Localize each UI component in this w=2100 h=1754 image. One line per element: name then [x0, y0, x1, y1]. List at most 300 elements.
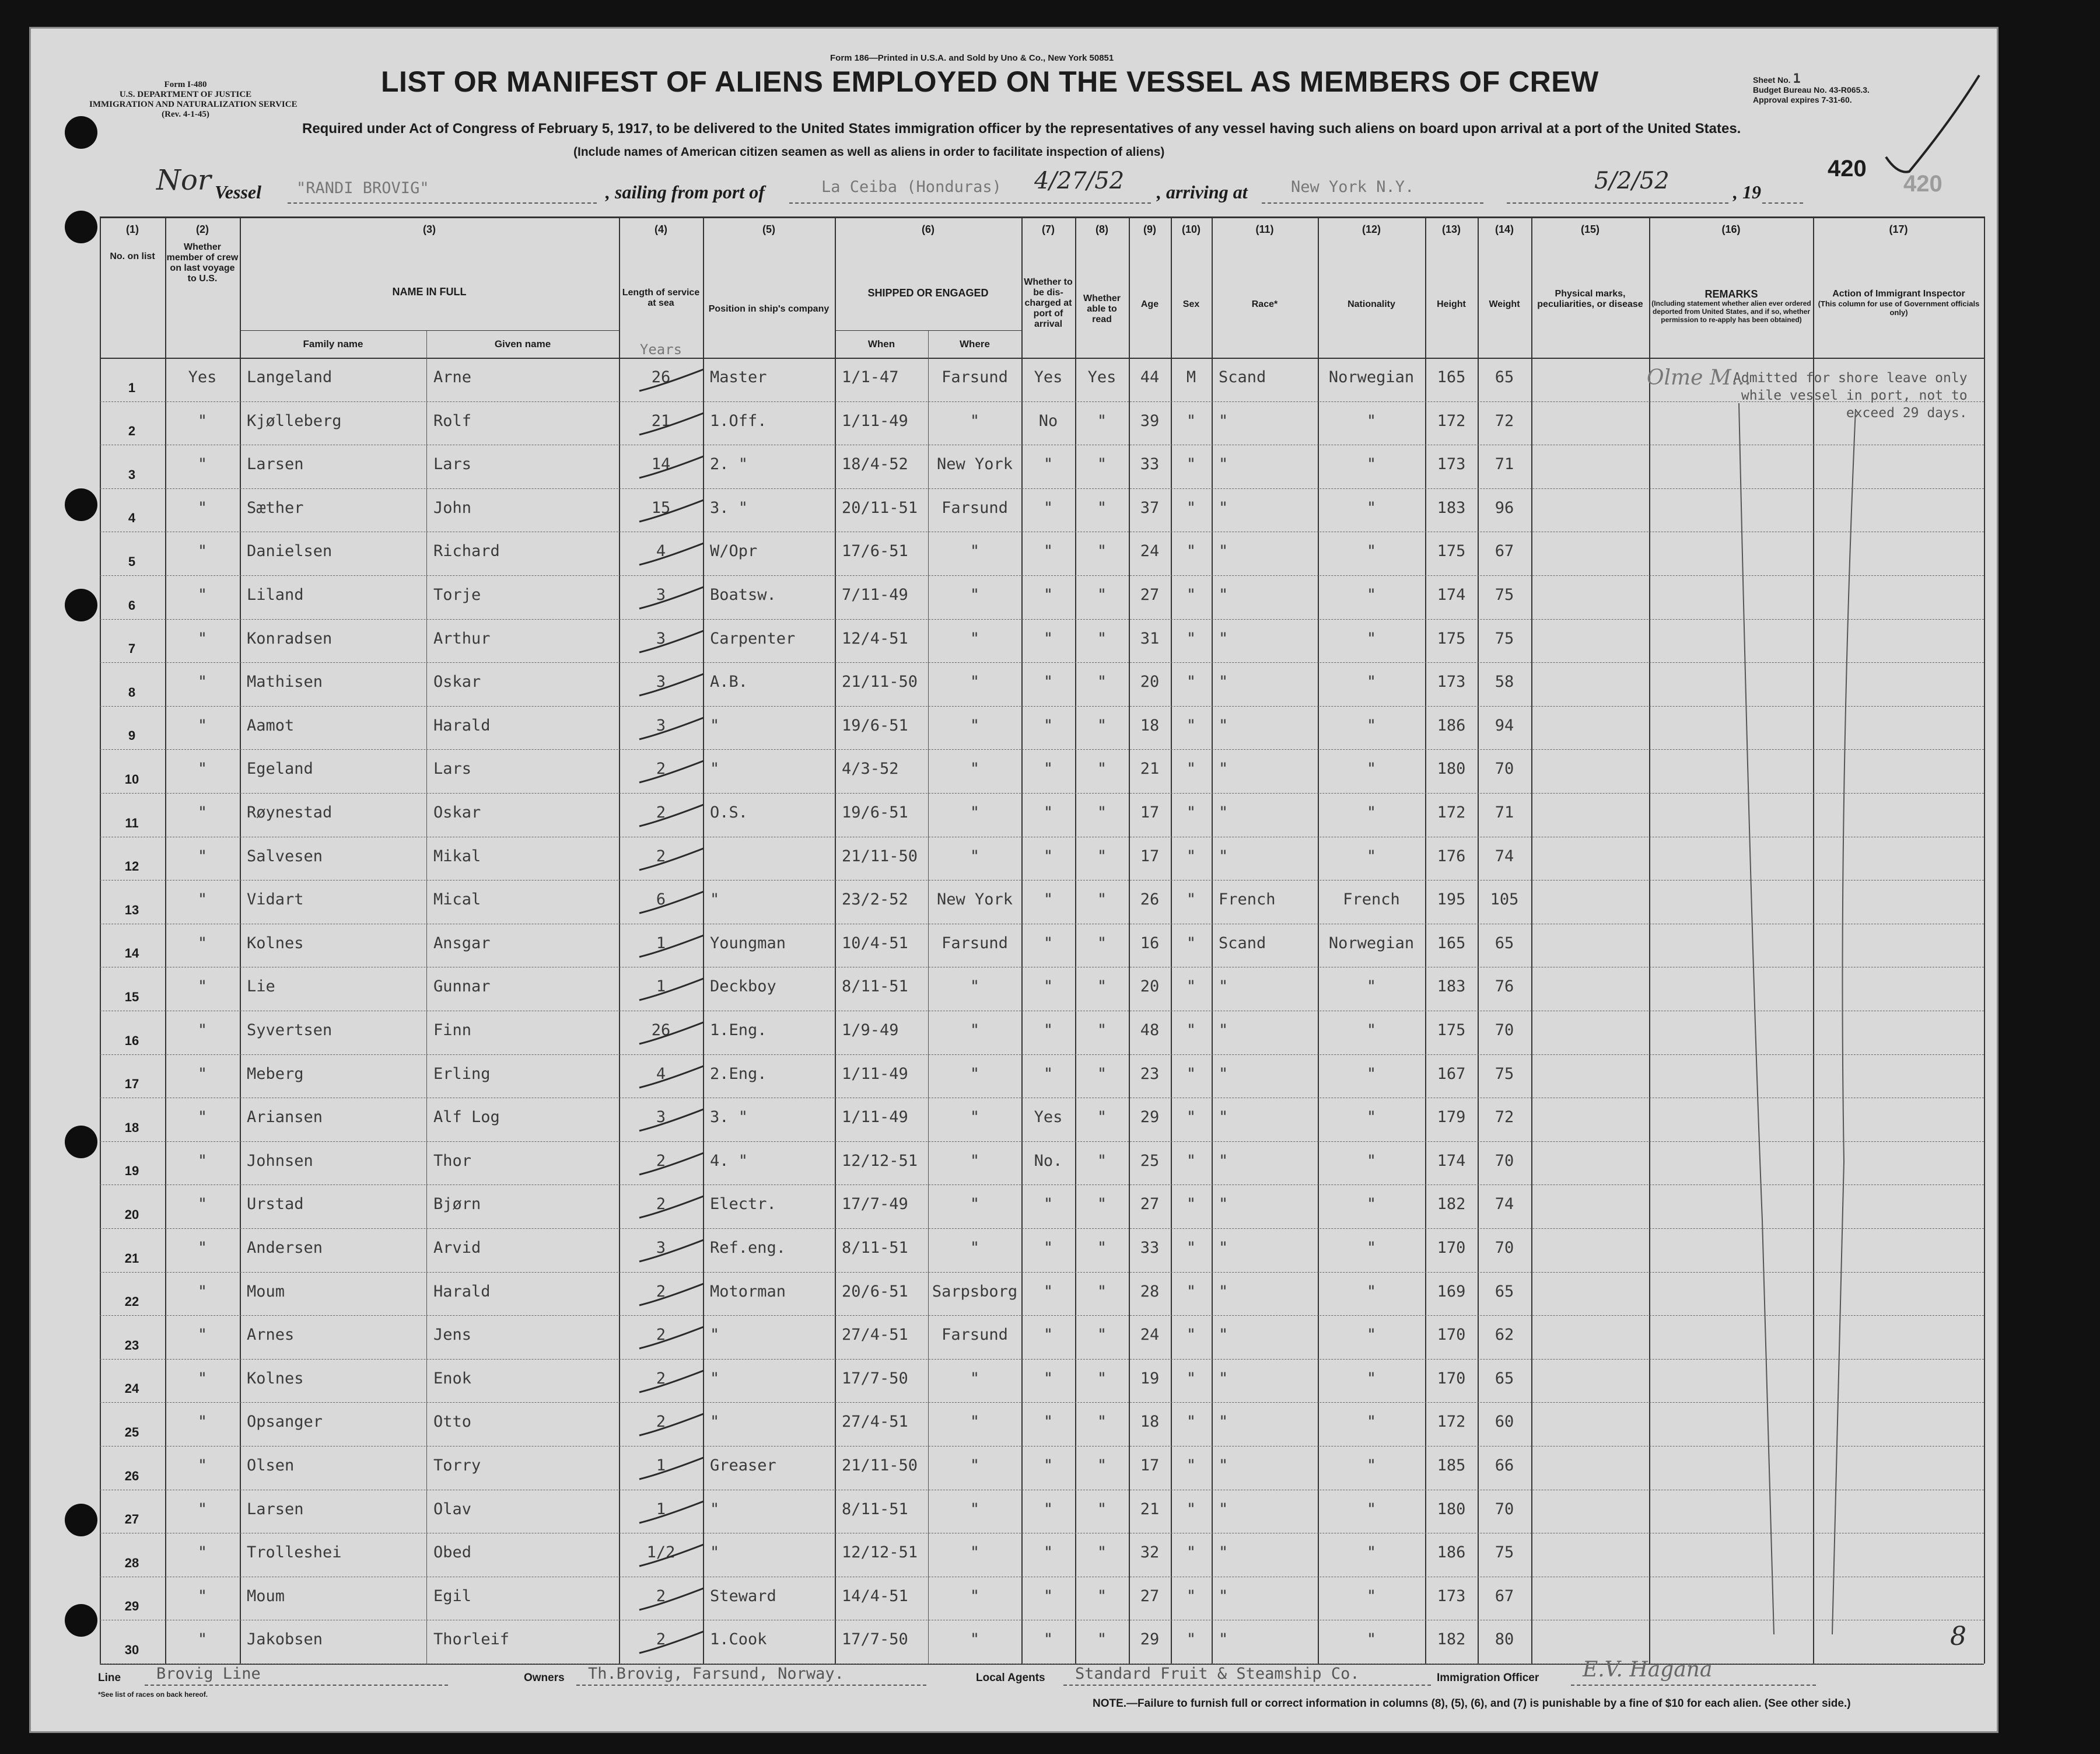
tally-mark-icon [628, 756, 715, 791]
cell-nationality: " [1366, 977, 1377, 996]
cell-crew: " [197, 716, 208, 735]
sheet-info: Sheet No. 1 Budget Bureau No. 43-R065.3. Approval expires 7-31-60. [1753, 72, 1870, 104]
cell-when: 14/4-51 [842, 1587, 908, 1605]
tally-mark-icon [628, 1235, 715, 1270]
column-number: (17) [1889, 223, 1908, 235]
cell-discharged: " [1043, 498, 1054, 517]
cell-nationality: " [1366, 1413, 1377, 1431]
cell-nationality: " [1366, 1108, 1377, 1127]
cell-height: 173 [1437, 1587, 1466, 1605]
cell-service: 26 [651, 1021, 671, 1039]
cell-crew: " [197, 977, 208, 996]
cell-sex: " [1186, 1326, 1196, 1344]
cell-nationality: " [1366, 673, 1377, 691]
cell-when: 19/6-51 [842, 716, 908, 735]
printer-line: Form 186—Printed in U.S.A. and Sold by Uno & Co., New York 50851 [830, 53, 1114, 63]
column-heading-remarks: REMARKS (Including statement whether alien ever ordered deported from United States, and if so, whether permission to re-apply has been obtained) [1651, 288, 1811, 324]
cell-where: Farsund [942, 1326, 1008, 1344]
cell-discharged: " [1043, 716, 1054, 735]
cell-age: 44 [1140, 368, 1160, 386]
cell-weight: 60 [1494, 1413, 1514, 1431]
cell-position: 2.Eng. [710, 1064, 767, 1083]
row-number: 22 [124, 1294, 139, 1309]
cell-sex: " [1186, 1543, 1196, 1562]
cell-given: Obed [433, 1543, 472, 1562]
column-number: (5) [762, 223, 775, 235]
row-number: 1 [128, 380, 136, 395]
cell-sex: " [1186, 1413, 1196, 1431]
cell-nationality: " [1366, 1326, 1377, 1344]
cell-discharged: " [1043, 1195, 1054, 1214]
cell-weight: 70 [1494, 760, 1514, 778]
immigration-officer-signature: E.V. Hagana [1583, 1658, 1713, 1682]
cell-service: 1/2 [646, 1543, 676, 1562]
tally-mark-icon [628, 887, 715, 922]
cell-family: Røynestad [247, 803, 332, 822]
cell-sex: " [1186, 1587, 1196, 1605]
cell-sex: " [1186, 934, 1196, 952]
cell-crew: " [197, 1456, 208, 1475]
cell-given: Gunnar [433, 977, 491, 996]
cell-read: " [1097, 716, 1107, 735]
cell-given: Ansgar [433, 934, 491, 952]
cell-age: 17 [1140, 803, 1160, 822]
cell-family: Langeland [247, 368, 332, 386]
row-number: 7 [128, 641, 136, 656]
cell-position: 1.Cook [710, 1630, 767, 1649]
cell-given: Mikal [433, 847, 481, 865]
cell-when: 8/11-51 [842, 1239, 908, 1257]
cell-when: 4/3-52 [842, 760, 899, 778]
cell-nationality: " [1366, 1369, 1377, 1388]
cell-position: 3. " [710, 498, 748, 517]
cell-position: W/Opr [710, 542, 758, 561]
cell-age: 25 [1140, 1151, 1160, 1170]
cell-service: 2 [656, 1630, 666, 1649]
tally-mark-icon [628, 1018, 715, 1053]
cell-given: John [433, 498, 472, 517]
cell-race: " [1219, 411, 1228, 430]
column-number: (1) [126, 223, 139, 235]
cell-family: Meberg [247, 1064, 304, 1083]
row-number: 14 [124, 946, 139, 961]
cell-service: 2 [656, 1587, 666, 1605]
cell-family: Aamot [247, 716, 295, 735]
margin-mark: 8 [1950, 1622, 1966, 1651]
cell-crew: " [197, 586, 208, 604]
cell-service: 3 [656, 586, 666, 604]
cell-family: Vidart [247, 890, 304, 909]
cell-where: " [970, 542, 980, 561]
cell-where: " [970, 673, 980, 691]
cell-position: " [710, 716, 720, 735]
cell-read: " [1097, 1369, 1107, 1388]
cell-crew: " [197, 629, 208, 648]
cell-nationality: " [1366, 1151, 1377, 1170]
tally-mark-icon [628, 669, 715, 704]
cell-family: Liland [247, 586, 304, 604]
cell-where: " [970, 1064, 980, 1083]
column-heading-where: Where [960, 338, 990, 350]
tally-mark-icon [628, 365, 715, 400]
cell-weight: 70 [1494, 1239, 1514, 1257]
column-number: (9) [1143, 223, 1156, 235]
cell-height: 172 [1437, 803, 1466, 822]
cell-sex: " [1186, 498, 1196, 517]
cell-weight: 70 [1494, 1151, 1514, 1170]
cell-discharged: " [1043, 1326, 1054, 1344]
cell-given: Olav [433, 1500, 472, 1518]
cell-read: " [1097, 1021, 1107, 1039]
cell-service: 2 [656, 1151, 666, 1170]
cell-discharged: " [1043, 760, 1054, 778]
row-number: 23 [124, 1337, 139, 1353]
cell-read: Yes [1087, 368, 1116, 386]
cell-crew: " [197, 455, 208, 474]
cell-discharged: " [1043, 1282, 1054, 1301]
cell-given: Thor [433, 1151, 472, 1170]
service-unit-label: Years [639, 341, 682, 358]
cell-race: " [1219, 977, 1228, 996]
row-number: 2 [128, 424, 136, 439]
column-number: (8) [1096, 223, 1108, 235]
cell-crew: " [197, 890, 208, 909]
cell-family: Larsen [247, 1500, 304, 1518]
cell-age: 24 [1140, 1326, 1160, 1344]
cell-position: 3. " [710, 1108, 748, 1127]
remarks-signature: Olme M... [1647, 366, 1752, 390]
cell-discharged: " [1043, 542, 1054, 561]
cell-position: Electr. [710, 1195, 776, 1214]
cell-where: " [970, 1021, 980, 1039]
cell-service: 3 [656, 629, 666, 648]
cell-discharged: " [1043, 1239, 1054, 1257]
cell-height: 174 [1437, 1151, 1466, 1170]
cell-where: " [970, 1151, 980, 1170]
cell-race: " [1219, 1543, 1228, 1562]
tally-mark-icon [628, 1540, 715, 1575]
cell-nationality: " [1366, 455, 1377, 474]
cell-discharged: No. [1034, 1151, 1063, 1170]
cell-discharged: " [1043, 934, 1054, 952]
cell-read: " [1097, 673, 1107, 691]
column-heading-nationality: Nationality [1348, 299, 1395, 309]
page-stamp: 420 [1828, 156, 1867, 181]
cell-position: Master [710, 368, 767, 386]
cell-family: Johnsen [247, 1151, 313, 1170]
cell-position: Motorman [710, 1282, 786, 1301]
cell-where: " [970, 1456, 980, 1475]
cell-when: 17/7-49 [842, 1195, 908, 1214]
cell-age: 18 [1140, 716, 1160, 735]
cell-nationality: " [1366, 1456, 1377, 1475]
cell-given: Harald [433, 716, 491, 735]
cell-where: " [970, 1500, 980, 1518]
cell-read: " [1097, 629, 1107, 648]
cell-family: Ariansen [247, 1108, 323, 1127]
cell-read: " [1097, 977, 1107, 996]
cell-weight: 65 [1494, 934, 1514, 952]
column-heading-able-to-read: Whether able to read [1083, 294, 1121, 324]
cell-read: " [1097, 1500, 1107, 1518]
column-number: (12) [1362, 223, 1381, 235]
cell-weight: 75 [1494, 629, 1514, 648]
cell-crew: " [197, 673, 208, 691]
cell-age: 16 [1140, 934, 1160, 952]
tally-mark-icon [628, 844, 715, 879]
column-heading-position: Position in ship's company [708, 304, 830, 314]
cell-nationality: " [1366, 542, 1377, 561]
cell-given: Lars [433, 760, 472, 778]
cell-nationality: " [1366, 1195, 1377, 1214]
cell-race: " [1219, 1064, 1228, 1083]
subtitle-note: (Include names of American citizen seamen as well as aliens in order to facilitate inspection of aliens) [573, 145, 1165, 159]
cell-where: " [970, 1543, 980, 1562]
row-number: 10 [124, 772, 139, 787]
cell-height: 182 [1437, 1630, 1466, 1649]
cell-sex: " [1186, 1239, 1196, 1257]
cell-family: Olsen [247, 1456, 295, 1475]
cell-where: " [970, 1587, 980, 1605]
cell-sex: M [1186, 368, 1196, 386]
cell-weight: 80 [1494, 1630, 1514, 1649]
cell-crew: " [197, 542, 208, 561]
cell-nationality: " [1366, 847, 1377, 865]
cell-when: 1/9-49 [842, 1021, 899, 1039]
cell-sex: " [1186, 716, 1196, 735]
cell-service: 3 [656, 1108, 666, 1127]
cell-crew: " [197, 1195, 208, 1214]
cell-height: 180 [1437, 1500, 1466, 1518]
cell-read: " [1097, 1587, 1107, 1605]
cell-family: Arnes [247, 1326, 295, 1344]
cell-weight: 71 [1494, 803, 1514, 822]
cell-given: Lars [433, 455, 472, 474]
cell-crew: " [197, 1630, 208, 1649]
cell-race: " [1219, 1413, 1228, 1431]
cell-discharged: " [1043, 586, 1054, 604]
column-heading-shipped-engaged: SHIPPED OR ENGAGED [867, 287, 989, 299]
cell-discharged: " [1043, 1456, 1054, 1475]
cell-given: Arthur [433, 629, 491, 648]
penalty-note: NOTE.—Failure to furnish full or correct information in columns (8), (5), (6), and (7) is punishable by a fine of $10 for each alien. (See other side.) [1093, 1697, 1851, 1710]
column-heading-weight: Weight [1489, 299, 1520, 309]
cell-height: 175 [1437, 1021, 1466, 1039]
cell-discharged: " [1043, 1630, 1054, 1649]
cell-weight: 70 [1494, 1021, 1514, 1039]
cell-height: 170 [1437, 1239, 1466, 1257]
cell-race: " [1219, 847, 1228, 865]
cell-sex: " [1186, 673, 1196, 691]
cell-when: 1/11-49 [842, 1064, 908, 1083]
cell-service: 6 [656, 890, 666, 909]
cell-height: 167 [1437, 1064, 1466, 1083]
column-heading-length-of-service: Length of service at sea [622, 288, 700, 308]
cell-when: 19/6-51 [842, 803, 908, 822]
cell-sex: " [1186, 803, 1196, 822]
column-heading-sex: Sex [1182, 299, 1200, 309]
cell-service: 4 [656, 542, 666, 561]
cell-height: 172 [1437, 1413, 1466, 1431]
cell-position: " [710, 890, 720, 909]
column-heading-when: When [867, 338, 895, 350]
cell-height: 173 [1437, 673, 1466, 691]
cell-family: Trolleshei [247, 1543, 342, 1562]
column-number: (13) [1441, 223, 1461, 235]
cell-height: 179 [1437, 1108, 1466, 1127]
row-number: 3 [128, 467, 136, 482]
cell-service: 3 [656, 673, 666, 691]
tally-mark-icon [628, 800, 715, 835]
cell-when: 17/7-50 [842, 1369, 908, 1388]
cell-where: " [970, 411, 980, 430]
punch-hole [65, 1126, 97, 1158]
cell-discharged: " [1043, 803, 1054, 822]
cell-position: 1.Eng. [710, 1021, 767, 1039]
cell-nationality: " [1366, 760, 1377, 778]
cell-race: " [1219, 1239, 1228, 1257]
tally-mark-icon [628, 1061, 715, 1096]
cell-family: Kjølleberg [247, 411, 342, 430]
row-number: 29 [124, 1599, 139, 1614]
cell-where: " [970, 716, 980, 735]
cell-weight: 67 [1494, 542, 1514, 561]
cell-family: Larsen [247, 455, 304, 474]
row-number: 4 [128, 511, 136, 526]
cell-discharged: " [1043, 1587, 1054, 1605]
cell-when: 17/7-50 [842, 1630, 908, 1649]
cell-read: " [1097, 1282, 1107, 1301]
cell-race: " [1219, 1108, 1228, 1127]
cell-age: 31 [1140, 629, 1160, 648]
cell-weight: 58 [1494, 673, 1514, 691]
cell-when: 12/4-51 [842, 629, 908, 648]
cell-discharged: " [1043, 847, 1054, 865]
cell-discharged: " [1043, 629, 1054, 648]
cell-height: 175 [1437, 542, 1466, 561]
cell-sex: " [1186, 847, 1196, 865]
cell-age: 33 [1140, 455, 1160, 474]
cell-sex: " [1186, 1108, 1196, 1127]
cell-age: 19 [1140, 1369, 1160, 1388]
cell-weight: 66 [1494, 1456, 1514, 1475]
check-mark-icon [1880, 64, 1985, 180]
cell-height: 175 [1437, 629, 1466, 648]
tally-mark-icon [628, 626, 715, 661]
cell-sex: " [1186, 1021, 1196, 1039]
column-number: (16) [1721, 223, 1741, 235]
cell-crew: Yes [188, 368, 217, 386]
row-number: 13 [124, 902, 139, 917]
column-number: (6) [922, 223, 935, 235]
cell-height: 165 [1437, 934, 1466, 952]
cell-weight: 65 [1494, 368, 1514, 386]
cell-given: Arne [433, 368, 472, 386]
cell-weight: 67 [1494, 1587, 1514, 1605]
row-number: 15 [124, 990, 139, 1004]
cell-service: 26 [651, 368, 671, 386]
cell-age: 33 [1140, 1239, 1160, 1257]
cell-race: " [1219, 1021, 1228, 1039]
cell-age: 39 [1140, 411, 1160, 430]
cell-race: " [1219, 1282, 1228, 1301]
cell-age: 29 [1140, 1108, 1160, 1127]
cell-when: 7/11-49 [842, 586, 908, 604]
column-number: (3) [423, 223, 436, 235]
owners-label: Owners [524, 1672, 565, 1684]
cell-discharged: " [1043, 1021, 1054, 1039]
tally-mark-icon [628, 974, 715, 1009]
cell-crew: " [197, 1021, 208, 1039]
tally-mark-icon [628, 1279, 715, 1314]
cell-given: Thorleif [433, 1630, 510, 1649]
cell-family: Moum [247, 1282, 285, 1301]
cell-discharged: Yes [1034, 368, 1063, 386]
cell-height: 165 [1437, 368, 1466, 386]
cell-age: 18 [1140, 1413, 1160, 1431]
cell-service: 1 [656, 1456, 666, 1475]
cell-where: " [970, 586, 980, 604]
cell-crew: " [197, 1369, 208, 1388]
cell-when: 20/11-51 [842, 498, 918, 517]
cell-crew: " [197, 1543, 208, 1562]
cell-height: 180 [1437, 760, 1466, 778]
punch-hole [65, 211, 97, 243]
cell-nationality: " [1366, 1630, 1377, 1649]
cell-read: " [1097, 1064, 1107, 1083]
tally-mark-icon [628, 713, 715, 748]
manifest-sheet [29, 27, 1999, 1733]
cell-given: Oskar [433, 673, 481, 691]
punch-hole [65, 1504, 97, 1536]
agency-block: Form I-480 U.S. DEPARTMENT OF JUSTICE IMMIGRATION AND NATURALIZATION SERVICE (Rev. 4-1-45) [89, 80, 298, 119]
cell-when: 1/1-47 [842, 368, 899, 386]
cell-service: 21 [651, 411, 671, 430]
cell-discharged: " [1043, 673, 1054, 691]
cell-sex: " [1186, 1630, 1196, 1649]
cell-age: 29 [1140, 1630, 1160, 1649]
cell-weight: 75 [1494, 1543, 1514, 1562]
column-heading-given-name: Given name [494, 338, 551, 350]
cell-service: 15 [651, 498, 671, 517]
cell-discharged: " [1043, 1413, 1054, 1431]
tally-mark-icon [628, 1497, 715, 1532]
cell-height: 183 [1437, 498, 1466, 517]
cell-service: 2 [656, 1413, 666, 1431]
cell-crew: " [197, 1108, 208, 1127]
shore-leave-remark: Admitted for shore leave only while vessel in port, not to exceed 29 days. [1733, 371, 1968, 421]
cell-crew: " [197, 498, 208, 517]
cell-read: " [1097, 1326, 1107, 1344]
cell-race: " [1219, 1456, 1228, 1475]
cell-family: Danielsen [247, 542, 332, 561]
vessel-handwritten-mark: Nor [156, 164, 211, 197]
column-number: (14) [1494, 223, 1514, 235]
cell-discharged: " [1043, 1064, 1054, 1083]
cell-read: " [1097, 1151, 1107, 1170]
row-number: 30 [124, 1643, 139, 1657]
cell-position: Youngman [710, 934, 786, 952]
cell-discharged: Yes [1034, 1108, 1063, 1127]
cell-position: Steward [710, 1587, 776, 1605]
column-number: (2) [196, 223, 209, 235]
tally-mark-icon [628, 495, 715, 530]
row-number: 24 [124, 1381, 139, 1396]
cell-height: 186 [1437, 716, 1466, 735]
cell-family: Salvesen [247, 847, 323, 865]
port-of-departure: La Ceiba (Honduras) [821, 178, 1002, 196]
cell-when: 8/11-51 [842, 977, 908, 996]
